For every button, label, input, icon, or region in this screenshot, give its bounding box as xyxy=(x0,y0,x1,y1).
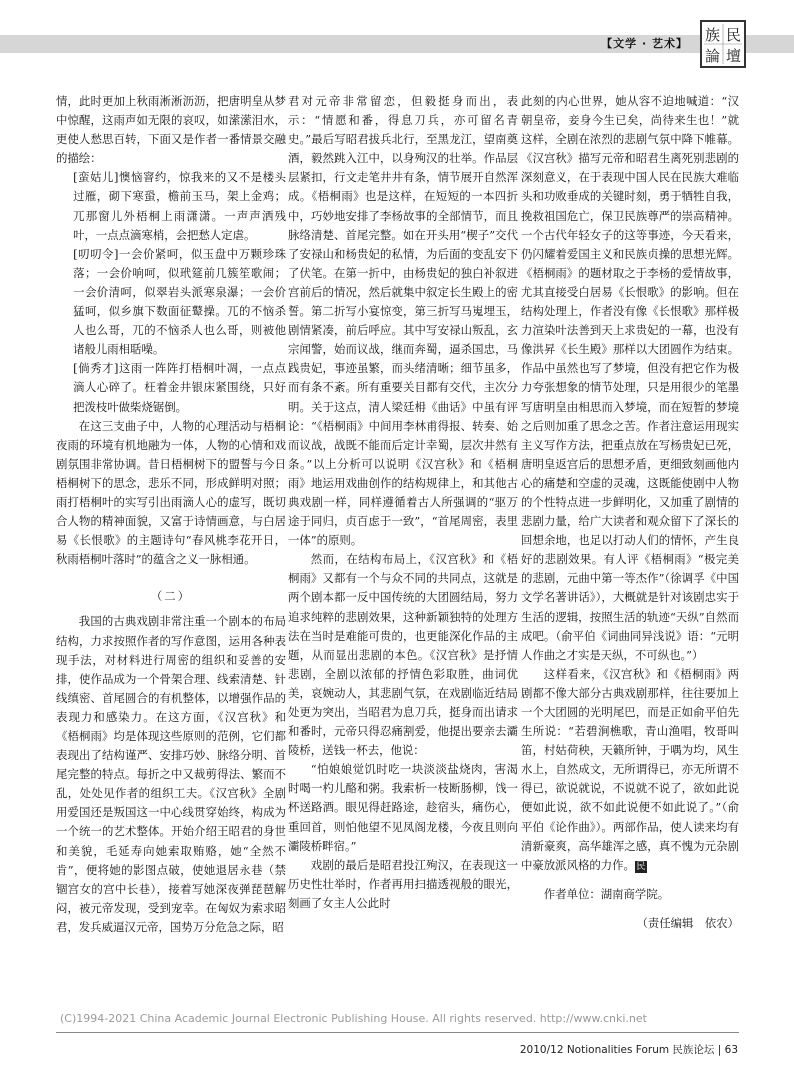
paragraph: 我国的古典戏剧非常注重一个剧本的布局结构，力求按照作者的写作意图，运用各种表现手法，对材料进行周密的组织和妥善的安排，使作品成为一个骨架合理、线索清楚、针线缜密、首尾圆合的有机整体，以增强作品的表现力和感染力。在这方面，《汉宫秋》和《梧桐雨》均是体现这些原则的范例，它们都表现出了结构谨严、安排巧妙、脉络分明、首尾完整的特点。每折之中又裁剪得法、繁而不乱，处处见作者的组织工夫。《汉宫秋》全剧用爱国还是叛国这一中心线贯穿始终，构成为一个统一的艺术整体。开始介绍王昭君的身世和美貌，毛延寿向她索取贿赂，她“全然不肯”，便将她的影图点破，使她退居永巷（禁锢宫女的宫中长巷），接着写她深夜弹琵琶解闷，被元帝发现，受到宠幸。在匈奴为索求昭君，发兵威逼汉元帝，国势万分危急之际，昭 xyxy=(56,614,286,934)
paragraph: 在这三支曲子中，人物的心理活动与梧桐夜雨的环境有机地融为一体，人物的心情和戏剧氛围非常协调。昔日梧桐树下的盟誓与今日梧桐树下的思念，悲乐不同，形成鲜明对照；雨打梧桐叶的实写引出雨滴人心的虚写，既切合人物的精神面貌，又富于诗情画意，与白居易《长恨歌》的主题诗句“春风桃李花开日，秋雨梧桐叶落时”的蕴含之义一脉相通。 xyxy=(56,418,286,567)
svg-text:論: 論 xyxy=(705,47,721,65)
svg-text:壇: 壇 xyxy=(726,47,742,65)
verse-block: [倘秀才]这雨一阵阵打梧桐叶凋，一点点滴人心碎了。枉着金井银床紧围绕，只好把泼枝叶做柴烧锯倒。 xyxy=(73,361,286,414)
verse-block: [蛮姑儿]懊恼窨约，惊我来的又不是楼头过雁，砌下寒蛩，檐前玉马，架上金鸡；兀那窗儿外梧桐上雨潇潇。一声声洒残叶，一点点滴寒梢，会把愁人定虐。 xyxy=(73,170,286,242)
author-affiliation: 作者单位：湖南商学院。 xyxy=(543,886,670,901)
paragraph: 然而，在结构布局上，《汉宫秋》和《梧桐雨》又都有一个与众不同的共同点，这就是两个剧本都一反中国传统的大团圆结局，努力追求纯粹的悲剧效果，这种新颖独特的处理方法在当时是难能可贵的，也更能深化作品的主题，从而显出悲剧的本色。《汉宫秋》是抒情悲剧，全剧以浓郁的抒情色彩取胜，曲词优美，哀婉动人，其悲剧气氛，在戏剧临近结局处更为突出，当昭君为息刀兵，挺身而出请求和番时，元帝只得忍痛割爱，他提出要亲去灞陵桥，送钱一杯去，他说： xyxy=(288,552,518,758)
svg-text:族: 族 xyxy=(705,26,721,44)
text-column-2 xyxy=(288,92,518,1042)
copyright-watermark: (C)1994-2021 China Academic Journal Electronic Publishing House. All rights reserved. http://www.cnki.net xyxy=(60,1012,647,1025)
section-heading: （二） xyxy=(150,589,192,604)
footer-divider xyxy=(56,1032,739,1033)
paragraph-text: 这样看来，《汉宫秋》和《梧桐雨》两剧都不像大部分古典戏剧那样，往往要加上一个大团圆的光明尾巴，而是正如俞平伯先生所说：“若碧涧樵歌，青山渔唱，牧哥叫笛，村姑荷秧，天籁所钟，于喁为均，风生水上，自然成文，无所谓得已，亦无所谓不得已，欲说就说，不说就不说了，欲如此说便如此说，欲不如此说便不如此说了。”（俞平伯《论作曲》）。两部作品，使人读来均有清新豪爽，高华雄浑之感，真不愧为元杂剧中豪放派风格的力作。 xyxy=(521,666,739,872)
quotation: “怕娘娘觉饥时吃一块淡淡盐烧肉，害渴时喝一杓儿酪和粥。我索析一枝断肠柳，饯一杯送路酒。眼见得赶路途，趁宿头，痛伤心，重回首，则怕他望不见凤阁龙楼，今夜且则向灞陵桥畔宿。” xyxy=(288,762,518,853)
paragraph: 戏剧的最后是昭君投江殉汉，在表现这一历史性壮举时，作者再用扫描透视般的眼光，刻画了女主人公此时 xyxy=(288,857,518,910)
journal-logo xyxy=(700,20,746,68)
paragraph: 情，此时更加上秋雨淅淅沥沥，把唐明皇从梦中惊醒，这雨声如无限的哀叹，如潆潆泪水，更使人愁思百转，下面又是作者一番情景交融的描绘： xyxy=(56,94,286,166)
paragraph: 此刻的内心世界，她从容不迫地喊道：“汉朝皇帝，妾身今生已矣，尚待来生也！”就这样，全剧在浓烈的悲剧气氛中降下帷幕。《汉宫秋》描写元帝和昭君生离死别悲剧的深刻意义，在于表现中国人民在民族大难临头和功败垂成的关键时刻，勇于牺牲自我，挽救祖国危亡，保卫民族尊严的崇高精神。一个古代年轻女子的这等事迹，今天看来，仍闪耀着爱国主义和民族贞操的思想光辉。《梧桐雨》的题材取之于李杨的爱情故事，尤其直接受白居易《长恨歌》的影响。但在结构处理上，作者没有像《长恨歌》那样极力渲染叶法善到天上求贵妃的一幕，也没有像洪昇《长生殿》那样以大团圆作为结束。作品中虽然也写了梦境，但没有把它作为极力夸张想象的情节处理，只是用很少的笔墨写唐明皇由相思而入梦境，而在短暂的梦境之后则加重了思念之苦。作者注意运用现实主义写作方法，把重点放在写杨贵妃已死，唐明皇返宫后的思想矛盾，更细致刻画他内心的痛楚和空虚的灵魂，这既能使剧中人物的个性特点进一步鲜明化，又加重了剧情的悲剧力量，给广大读者和观众留下了深长的回想余地，也足以打动人们的情怀，产生良好的悲剧效果。有人评《梧桐雨》“极完美的悲剧，元曲中第一等杰作”（徐调孚《中国文学名著讲话》），大概就是针对该剧忠实于生活的逻辑，按照生活的轨迹“天纵”自然而成吧。（俞平伯《词曲同异浅说》语：“元明人作曲之才实是天纵，不可纵也。”） xyxy=(521,94,739,662)
text-column-3 xyxy=(521,92,739,1042)
page-footer: 2010/12 Notionalities Forum 民族论坛 | 63 xyxy=(519,1044,738,1056)
paragraph: 君对元帝非常留恋，但毅挺身而出，表示：“情愿和番，得息刀兵，亦可留名青史。”最后写昭君拔兵北行，至黑龙江，望南奠酒，毅然跳入江中，以身殉汉的壮举。作品层层紧扣，行文走笔井井有条，情节展开自然浑成。《梧桐雨》也是这样，在短短的一本四折中，巧妙地安排了李杨故事的全部情节，而且脉络清楚、首尾完整。如在开头用“楔子”交代了安禄山和杨贵妃的私情，为后面的变乱安下了伏笔。在第一折中，由杨贵妃的独白补叙进宫前后的情况，然后就集中叙定长生殿上的密誓。第二折写小宴惊变，第三折写马嵬埋玉，剧情紧凑，前后呼应。其中写安禄山叛乱，玄宗闻警，始而议战，继而奔蜀，逼杀国忠，马践贵妃，事迹虽繁，而头绪清晰；细节虽多，而有条不紊。所有重要关目都有交代，主次分明。关于这点，清人梁廷枏《曲话》中虽有评论：“《梧桐雨》中间用李林甫得报、转奏、始而议战，战既不能而后定计幸蜀，层次井然有条。”以上分析可以说明《汉宫秋》和《梧桐雨》地运用戏曲创作的结构规律上，和其他古典戏剧一样，同样遵循着古人所强调的“驱万途于同归，贞百虑于一致”，“首尾周密，表里一体”的原则。 xyxy=(288,94,518,548)
section-label: 【文学 · 艺术】 xyxy=(601,37,688,50)
paragraph xyxy=(521,665,739,875)
verse-block: [叨叨令]一会价紧呵，似玉盘中万颗珍珠落；一会价响呵，似玳筵前几簇笙歌闹；一会价清呵，似翠岩头派寒泉瀑；一会价猛呵，似乡旗下数面征鼙操。兀的不恼杀人也么哥，兀的不恼杀人也么哥，则被他诸般儿雨相聒噪。 xyxy=(73,246,286,357)
text-column-1 xyxy=(56,92,286,1042)
end-mark-icon: 民 xyxy=(636,861,646,872)
svg-text:民: 民 xyxy=(726,26,742,44)
editor-credit: （责任编辑 依农） xyxy=(636,915,739,930)
